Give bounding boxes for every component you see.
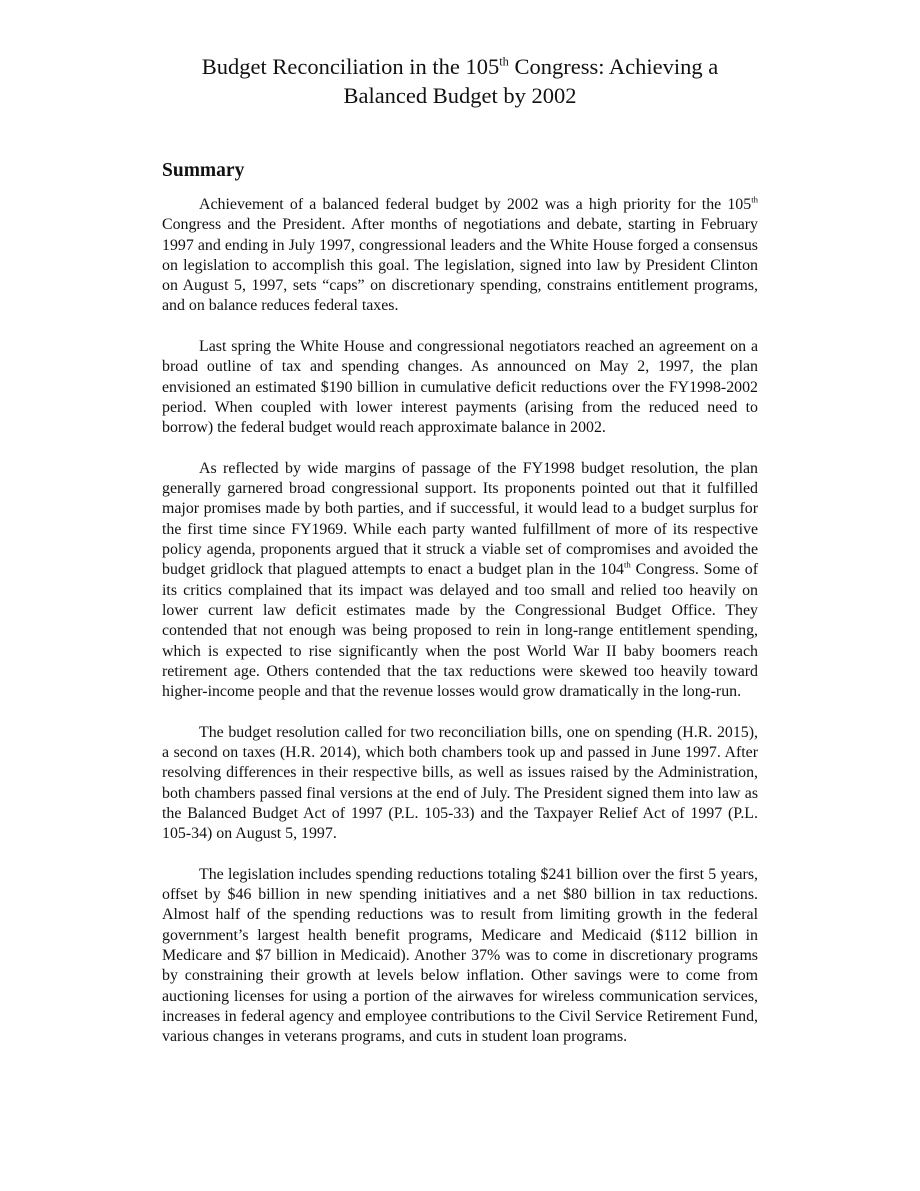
title-text-part2: Congress: Achieving a Balanced Budget by 2002 [343,54,719,108]
paragraph-1-superscript: th [751,194,758,205]
paragraph-1-text-a: Achievement of a balanced federal budget by 2002 was a high priority for the 105 [199,196,752,213]
title-text-part1: Budget Reconciliation in the 105 [201,54,500,79]
paragraph-3-text-a: As reflected by wide margins of passage of the FY1998 budget resolution, the plan generally garnered broad congressional support. Its proponents pointed out that it fulfilled major promises made by both parties, and if successful, it would lead to a budget surplus for the first time since FY1969. While each party wanted fulfillment of more of its respective policy agenda, proponents argued that it struck a viable set of compromises and avoided the budget gridlock that plagued attempts to enact a budget plan in the 104 [162,459,758,579]
title-superscript: th [499,54,509,69]
paragraph-1-text-b: Congress and the President. After months of negotiations and debate, starting in February 1997 and ending in July 1997, congressional leaders and the White House forged a consensus on legislation to accomplish this goal. The legislation, signed into law by President Clinton on August 5, 1997, sets “caps” on discretionary spending, constrains entitlement programs, and on balance reduces federal taxes. [162,216,758,315]
paragraph-2: Last spring the White House and congressional negotiators reached an agreement on a broad outline of tax and spending changes. As announced on May 2, 1997, the plan envisioned an estimated $190 billion in cumulative deficit reductions over the FY1998-2002 period. When coupled with lower interest payments (arising from the reduced need to borrow) the federal budget would reach approximate balance in 2002. [162,338,758,437]
paragraph-3 [162,459,758,703]
paragraph-5: The legislation includes spending reductions totaling $241 billion over the first 5 years, offset by $46 billion in new spending initiatives and a net $80 billion in tax reductions. Almost half of the spending reductions was to result from limiting growth in the federal government’s largest health benefit programs, Medicare and Medicaid ($112 billion in Medicare and $7 billion in Medicaid). Another 37% was to come in discretionary programs by constraining their growth at levels below inflation. Other savings were to come from auctioning licenses for using a portion of the airwaves for wireless communication services, increases in federal agency and employee contributions to the Civil Service Retirement Fund, various changes in veterans programs, and cuts in student loan programs. [162,865,758,1046]
document-page [162,52,758,1068]
document-title [162,52,758,110]
summary-heading: Summary [162,160,245,181]
paragraph-3-superscript: th [623,560,631,571]
paragraph-4: The budget resolution called for two reconciliation bills, one on spending (H.R. 2015), a second on taxes (H.R. 2014), which both chambers took up and passed in June 1997. After resolving differences in their respective bills, as well as issues raised by the Administration, both chambers passed final versions at the end of July. The President signed them into law as the Balanced Budget Act of 1997 (P.L. 105-33) and the Taxpayer Relief Act of 1997 (P.L. 105-34) on August 5, 1997. [162,723,758,843]
paragraph-3-text-b: Congress. Some of its critics complained that its impact was delayed and too small and relied too heavily on lower current law deficit estimates made by the Congressional Budget Office. They contended that not enough was being proposed to rein in long-range entitlement spending, which is expected to rise significantly when the post World War II baby boomers reach retirement age. Others contended that the tax reductions were skewed too heavily toward higher-income people and that the revenue losses would grow dramatically in the long-run. [162,561,758,701]
paragraph-1 [162,195,758,317]
